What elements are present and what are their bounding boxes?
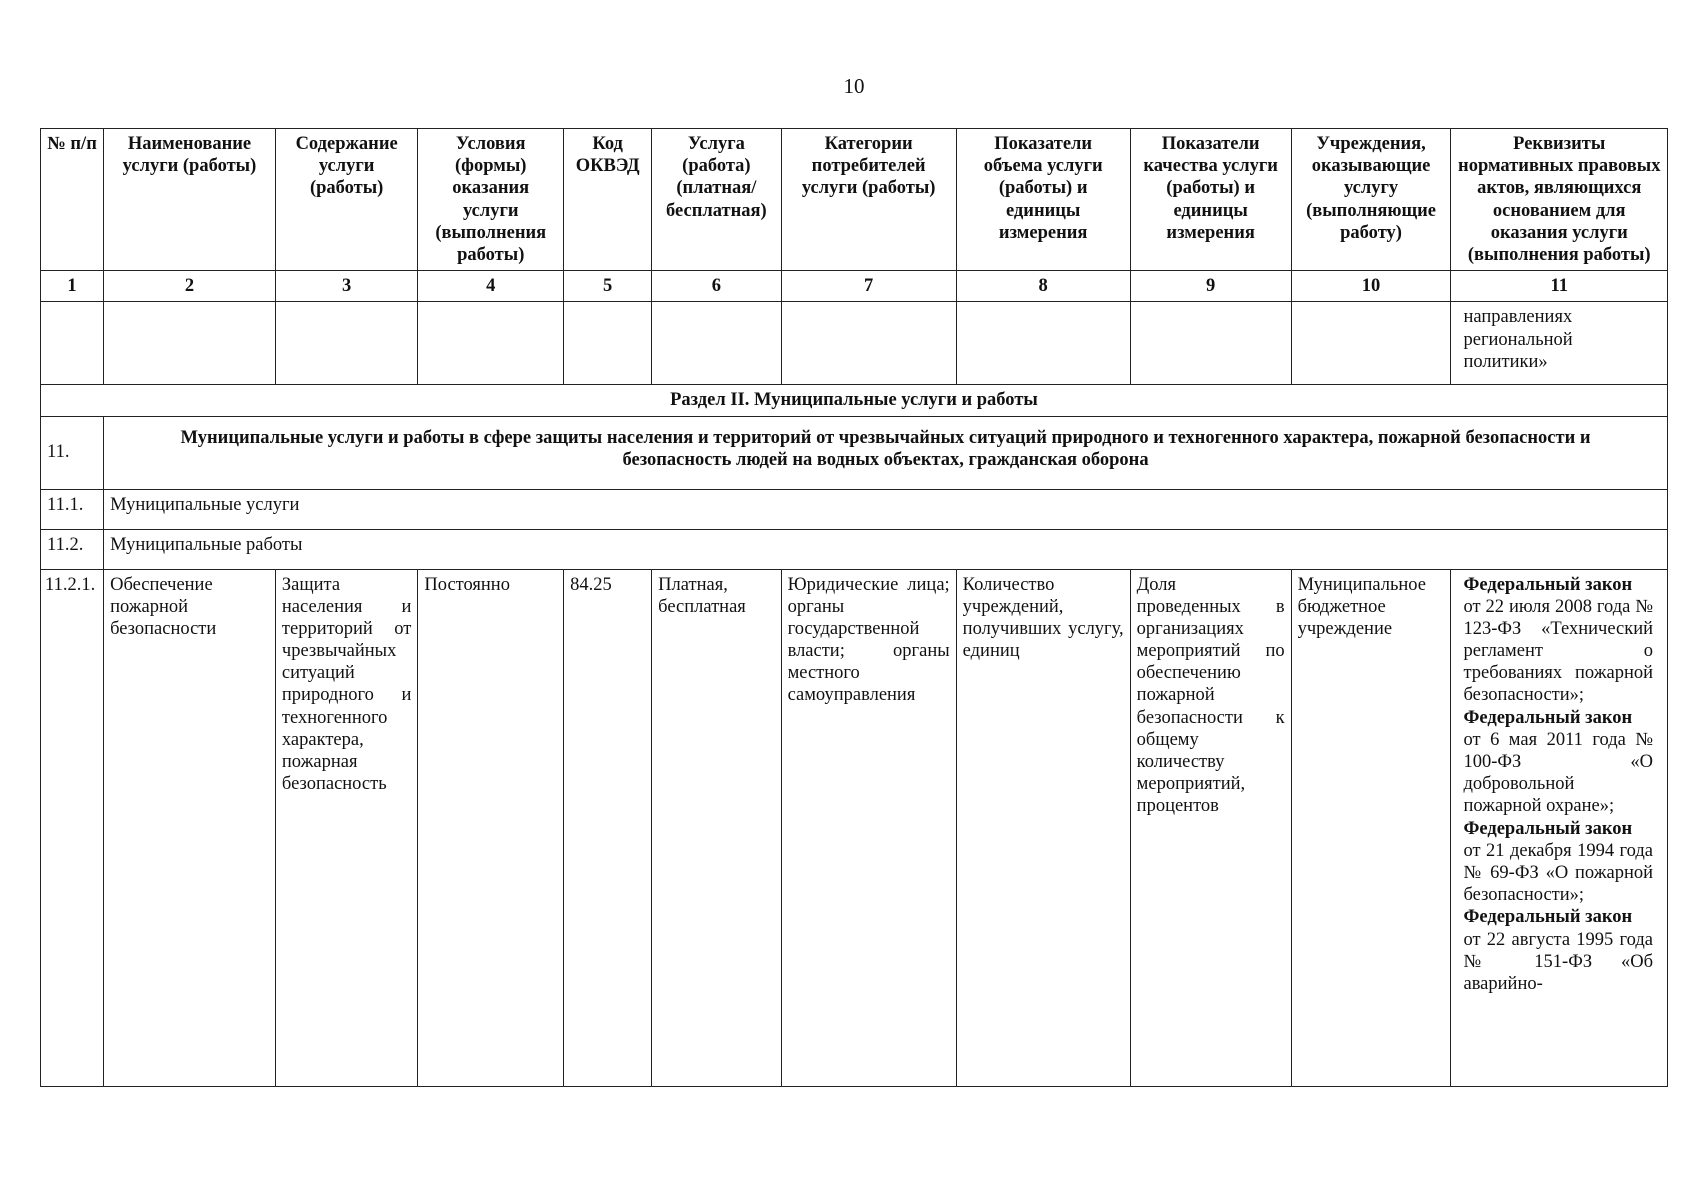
column-number: 11 [1451, 271, 1668, 302]
header-cell-number: № п/п [41, 129, 104, 271]
continuation-row [41, 302, 1668, 385]
services-registry-table [40, 128, 1668, 1087]
column-numbers-row [41, 271, 1668, 302]
group-title: Муниципальные услуги и работы в сфере защиты населения и территорий от чрезвычайных ситуаций природного и техногенного характера, пожарной безопасности и безопасность людей на водных объектах, гражданская оборона [104, 416, 1668, 489]
legal-act-title: Федеральный закон [1463, 907, 1633, 928]
quality-indicators: Доля проведенных в организациях мероприятий по обеспечению пожарной безопасности к общему количеству мероприятий, процентов [1130, 569, 1291, 1086]
header-cell-volume: Показатели объема услуги (работы) и единицы измерения [956, 129, 1130, 271]
column-number: 1 [41, 271, 104, 302]
legal-act-title: Федеральный закон [1463, 707, 1633, 728]
column-number: 6 [652, 271, 781, 302]
service-conditions: Постоянно [418, 569, 564, 1086]
column-number: 5 [564, 271, 652, 302]
okved-code: 84.25 [564, 569, 652, 1086]
subgroup-title: Муниципальные работы [104, 529, 1668, 569]
legal-acts [1451, 569, 1668, 1086]
column-number: 3 [275, 271, 417, 302]
column-number: 8 [956, 271, 1130, 302]
legal-act-text: от 6 мая 2011 года № 100-ФЗ «О добровольной пожарной охране»; [1463, 729, 1653, 817]
legal-act-text: от 22 июля 2008 года № 123-ФЗ «Технический регламент о требованиях пожарной безопасности»; [1463, 596, 1653, 706]
subgroup-row [41, 489, 1668, 529]
group-row [41, 416, 1668, 489]
service-content: Защита населения и территорий от чрезвычайных ситуаций природного и техногенного характера, пожарная безопасность [275, 569, 417, 1086]
header-row [41, 129, 1668, 271]
header-cell-okved: Код ОКВЭД [564, 129, 652, 271]
volume-indicators: Количество учреждений, получивших услугу, единиц [956, 569, 1130, 1086]
header-cell-content: Содержание услуги (работы) [275, 129, 417, 271]
subgroup-number: 11.2. [41, 529, 104, 569]
table-row [41, 569, 1668, 1086]
header-cell-quality: Показатели качества услуги (работы) и единицы измерения [1130, 129, 1291, 271]
column-number: 7 [781, 271, 956, 302]
header-cell-name: Наименование услуги (работы) [104, 129, 276, 271]
header-cell-legal-acts: Реквизиты нормативных правовых актов, являющихся основанием для оказания услуги (выполнения работы) [1451, 129, 1668, 271]
subgroup-title: Муниципальные услуги [104, 489, 1668, 529]
header-cell-payment: Услуга (работа) (платная/ бесплатная) [652, 129, 781, 271]
row-number: 11.2.1. [41, 569, 104, 1086]
column-number: 4 [418, 271, 564, 302]
subgroup-number: 11.1. [41, 489, 104, 529]
continuation-text: направлениях региональной политики» [1451, 302, 1668, 385]
legal-act-text: от 21 декабря 1994 года № 69-ФЗ «О пожарной безопасности»; [1463, 840, 1653, 906]
group-number: 11. [41, 416, 104, 489]
legal-act-title: Федеральный закон [1463, 574, 1633, 595]
header-cell-conditions: Условия (формы) оказания услуги (выполнения работы) [418, 129, 564, 271]
legal-act-title: Федеральный закон [1463, 818, 1633, 839]
subgroup-row [41, 529, 1668, 569]
consumer-categories: Юридические лица; органы государственной власти; органы местного самоуправления [781, 569, 956, 1086]
legal-act-text: от 22 августа 1995 года № 151-ФЗ «Об аварийно- [1463, 929, 1653, 994]
payment-type: Платная, бесплатная [652, 569, 781, 1086]
column-number: 2 [104, 271, 276, 302]
page-number: 10 [843, 74, 865, 98]
column-number: 10 [1291, 271, 1451, 302]
header-cell-consumers: Категории потребителей услуги (работы) [781, 129, 956, 271]
header-cell-institutions: Учреждения, оказывающие услугу (выполняющие работу) [1291, 129, 1451, 271]
column-number: 9 [1130, 271, 1291, 302]
service-name: Обеспечение пожарной безопасности [104, 569, 276, 1086]
section-row [41, 385, 1668, 416]
institutions: Муниципальное бюджетное учреждение [1291, 569, 1451, 1086]
section-title: Раздел II. Муниципальные услуги и работы [41, 385, 1668, 416]
